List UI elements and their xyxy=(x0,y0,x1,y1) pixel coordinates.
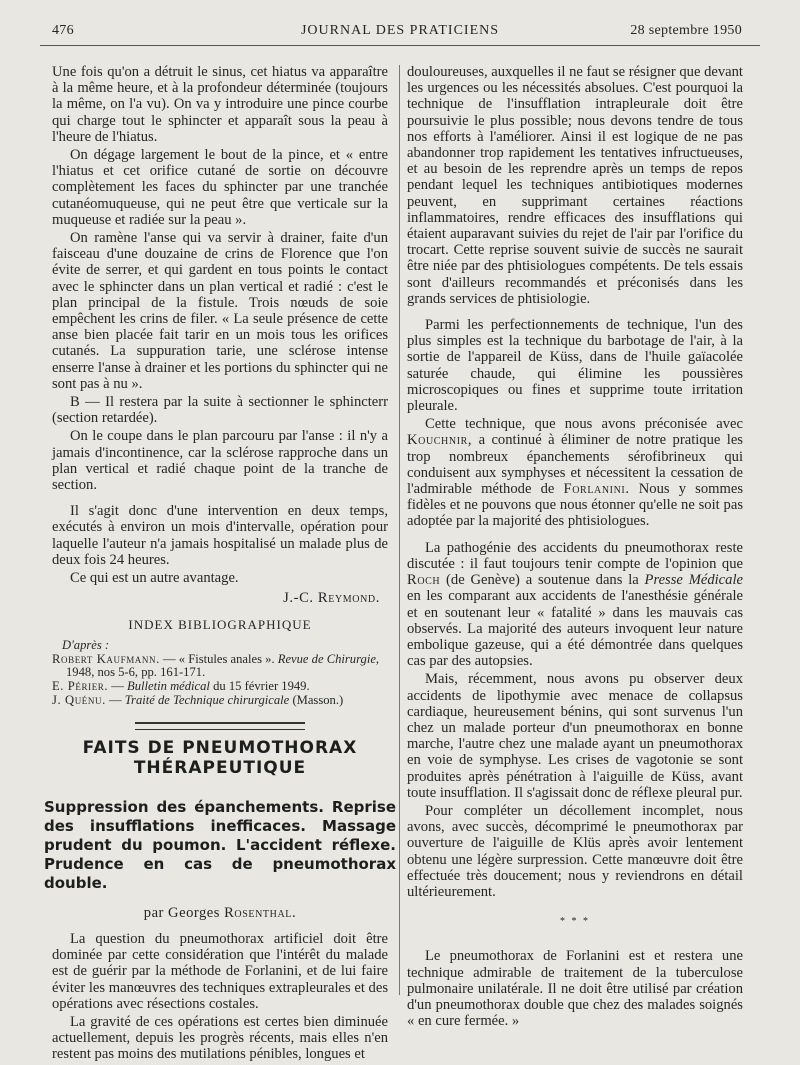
text-run: a continué à éliminer de notre pratique les trop nombreux épanchements sérofibrineux qui conduisent aux symphyses et nécessitent la cessation de l'admirable méthode de xyxy=(407,432,743,498)
running-header xyxy=(40,20,760,42)
ref-author: Robert Kaufmann. xyxy=(52,651,160,666)
paragraph: B — Il restera par la suite à sectionner le sphincterr (section retardée). xyxy=(52,394,388,427)
person-name: Roch xyxy=(407,572,441,589)
paragraph xyxy=(407,540,743,670)
section-heading-line: THÉRAPEUTIQUE xyxy=(133,757,307,778)
ref-dash: — xyxy=(109,692,122,707)
author-signature: J.-C. Reymond. xyxy=(283,590,380,607)
paragraph: Une fois qu'on a détruit le sinus, cet hiatus va apparaître à la même heure, et à la profondeur déterminée (toujours la même, on l'a vu). On va y introduire une pince courbe qui charge tout le sphincter et apparaît sous la peau à l'heure de l'hiatus. xyxy=(52,64,388,145)
byline-prefix: par Georges xyxy=(143,904,220,921)
paragraph: Parmi les perfectionnements de technique, l'un des plus simples est la technique du barbotage de l'air, à la sortie de l'appareil de Küss, dans de l'huile gaïacolée saturée chaude, qui élimine les poussières microscopiques ou fines et supprime toute irritation pleurale. xyxy=(407,317,743,415)
ref-journal: Traité de Technique chirurgicale xyxy=(124,692,290,707)
right-column xyxy=(407,64,743,1031)
ref-author: J. Quénu. xyxy=(52,692,106,707)
bibliography xyxy=(52,639,388,708)
paragraph: On ramène l'anse qui va servir à drainer, faite d'un faisceau d'une douzaine de crins de Florence que l'on évite de serrer, et qui gardent en tous points le contact avec le sphincter dans un plan vertical et radié : c'est le plan principal de la fistule. Trois nœuds de soie empêchent les crins de filer. « La seule présence de cette anse bien placée fait tarir en un mois tous les orifices cutanés. La suppuration tarie, une sclérose intense enserre l'anse à drainer et les portions du sphincter qui ne sont pas à nu ». xyxy=(52,230,388,392)
person-name: Kouchnir, xyxy=(407,432,473,449)
text-run: La pathogénie des accidents du pneumothorax reste discutée : il faut toujours tenir compte de l'opinion que xyxy=(407,539,743,572)
header-rule xyxy=(40,45,760,46)
byline-author: Rosenthal. xyxy=(224,904,297,921)
ref-details: (Masson.) xyxy=(292,692,344,707)
journal-name: Presse Médicale xyxy=(644,572,743,589)
ref-dash: — xyxy=(111,679,124,694)
paragraph: Pour compléter un décollement incomplet, nous avons, avec succès, décomprimé le pneumothorax par ouverture de l'aiguille de Klüs après avoir lentement obtenu une légère surpression. Cette manœuvre doit être effectuée très doucement; nous y reviendrons en détail ultérieurement. xyxy=(407,802,743,900)
column-divider xyxy=(399,65,400,995)
paragraph: Il s'agit donc d'une intervention en deux temps, exécutés à environ un mois d'intervalle, opération pour laquelle l'auteur n'a jamais hospitalisé un malade plus de deux fois 24 heures. xyxy=(52,503,388,568)
paragraph: On dégage largement le bout de la pince, et « entre l'hiatus et cet orifice cutané de sortie on découvre complètement les faces du sphincter par une tranchée cutanéomuqueuse, qui ne peut être que verticale sur la muqueuse et radiée sur la peau ». xyxy=(52,147,388,228)
bibliography-entry xyxy=(52,680,388,694)
paragraph: Ce qui est un autre avantage. xyxy=(70,570,239,587)
paragraph: Le pneumothorax de Forlanini est et restera une technique admirable de traitement de la tuberculose pulmonaire unilatérale. Il ne doit être utilisé par création d'un pneumothorax double que chez des malades soignés « en cure fermée. » xyxy=(407,948,743,1030)
article-title: Suppression des épanchements. Reprise des insufflations inefficaces. Massage prudent du poumon. L'accident réflexe. Prudence en cas de pneumothorax double. xyxy=(44,797,396,892)
bibliography-intro: D'après : xyxy=(62,637,110,652)
ref-journal: Bulletin médical xyxy=(127,679,210,694)
paragraph: douloureuses, auxquelles il ne faut se résigner que devant les urgences ou les nécessités absolues. C'est pourquoi la technique de l'insufflation intrapleurale doit être poursuivie le plus possible; nous devons tendre de tous nos efforts à l'améliorer. Ainsi il est logique de ne pas abandonner trop rapidement les tentatives infructueuses, et au besoin de les reprendre après un temps de repos pendant lequel les techniques antibiotiques modernes peuvent, en supprimant certaines réactions inflammatoires, rendre efficaces des insufflations qui étaient auparavant suivies du rejet de l'air par l'orifice du trocart. Cette reprise souvent suivie de succès ne saurait être niée par des phtisiologues compétents. De tels essais sont d'ailleurs recommandés et préconisés dans les grands services de phtisiologie. xyxy=(407,64,743,307)
text-run: en les comparant aux accidents de l'anesthésie générale et en soutenant leur « fatalité » dans les mauvais cas observés. La majorité des auteurs invoquent leur nature embolique gazeuse, qui a été démontrée dans quelques cas par des autopsies. xyxy=(407,588,743,670)
paragraph xyxy=(407,416,743,529)
section-ornament-rule xyxy=(135,722,305,730)
issue-date: 28 septembre 1950 xyxy=(630,23,742,38)
paragraph: On le coupe dans le plan parcouru par l'anse : il n'y a jamais d'incontinence, car la sclérose rapproche dans un plan vertical et radié chaque point de la tranche de section. xyxy=(52,428,388,494)
page-number: 476 xyxy=(52,23,74,38)
text-run: Nous y sommes fidèles et ne pouvons que nous étonner qu'elle ne soit pas adoptée par la majorité des phtisiologues. xyxy=(407,481,744,530)
ref-author: E. Périer. xyxy=(52,679,109,694)
paragraph: Mais, récemment, nous avons pu observer deux accidents de lipothymie avec menace de collapsus cardiaque, heureusement bénins, qui sont survenus l'un chez un malade porteur d'un pneumothorax en bonne marche, l'autre chez une malade ayant un pneumothorax en voie de symphyse. Les crises de vagotonie se sont produites après pénétration à l'aiguille de Küss, avant toute insufflation. Il s'agissait donc de réflexe pleural pur. xyxy=(407,671,743,801)
bibliography-heading: INDEX BIBLIOGRAPHIQUE xyxy=(128,616,312,632)
text-run: (de Genève) a soutenue dans la xyxy=(446,572,639,589)
journal-title: JOURNAL DES PRATICIENS xyxy=(300,23,500,38)
bibliography-entry xyxy=(52,653,388,667)
paragraph: La gravité de ces opérations est certes bien diminuée actuellement, depuis les progrès récents, mais elles n'en restent pas moins des mutilations pénibles, longues et xyxy=(52,1013,388,1063)
left-column xyxy=(44,64,396,1065)
paragraph: La question du pneumothorax artificiel doit être dominée par cette considération que l'intérêt du malade est de guérir par la méthode de Forlanini, et de lui faire éviter les manœuvres des techniques extrapleurales et des opérations avec résections costales. xyxy=(52,930,388,1012)
article-byline xyxy=(52,905,388,921)
ref-journal: Revue de Chirurgie, xyxy=(277,651,380,666)
bibliography-entry xyxy=(52,694,388,708)
text-run: Cette technique, que nous avons préconisée avec xyxy=(425,416,743,433)
section-heading-line: FAITS DE PNEUMOTHORAX xyxy=(82,737,358,758)
section-heading xyxy=(52,738,388,778)
ref-details: 1948, nos 5-6, pp. 161-171. xyxy=(66,665,206,680)
person-name: Forlanini. xyxy=(563,481,630,498)
section-break-asterisks: * * * xyxy=(560,916,590,928)
ref-details: du 15 février 1949. xyxy=(213,679,310,694)
ref-title: — « Fistules anales ». xyxy=(163,651,275,666)
